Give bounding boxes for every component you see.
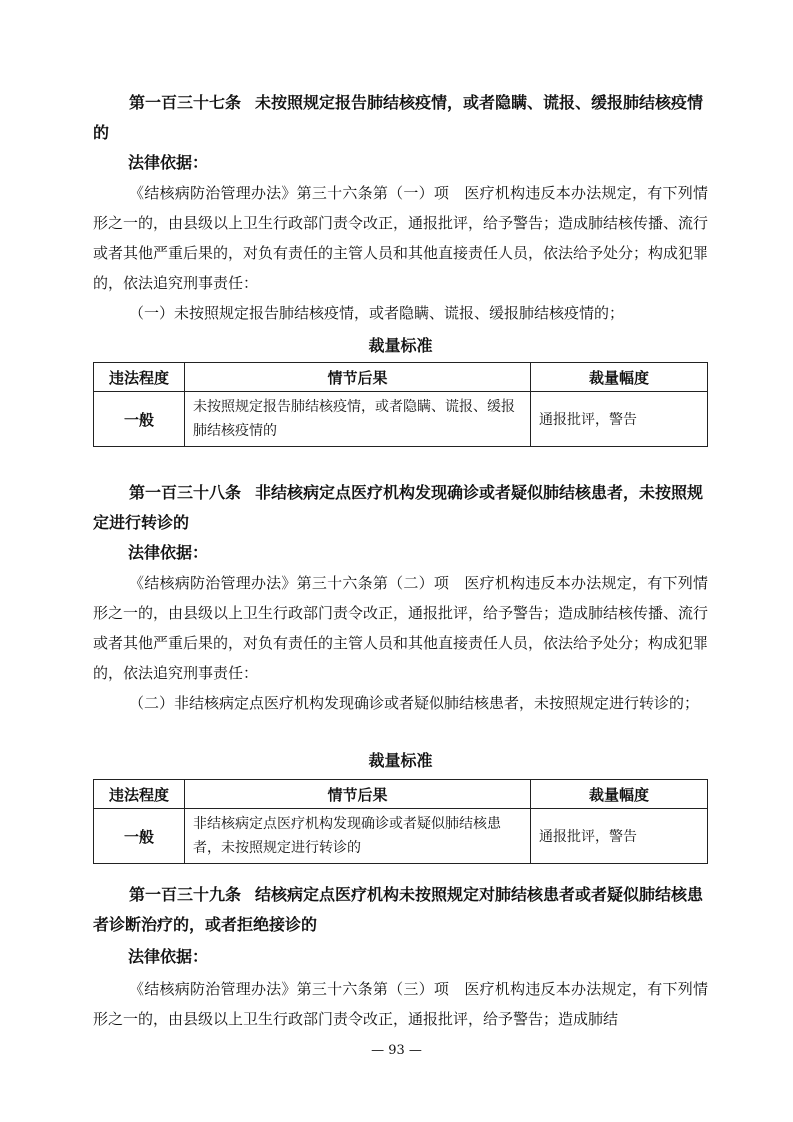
- table-header-row: [94, 363, 708, 392]
- col-header-consequence: 情节后果: [185, 780, 531, 809]
- page-number: — 93 —: [371, 1043, 422, 1058]
- article-138-number: 第一百三十八条: [129, 483, 242, 502]
- article-139-basis-label: 法律依据：: [128, 947, 209, 966]
- col-header-consequence: 情节后果: [185, 363, 531, 392]
- cell-level: 一般: [94, 809, 185, 864]
- cell-consequence: 非结核病定点医疗机构发现确诊或者疑似肺结核患者，未按照规定进行转诊的: [185, 809, 531, 864]
- table-header-row: [94, 780, 708, 809]
- article-139-heading: [93, 880, 708, 940]
- table-row: [94, 392, 708, 447]
- col-header-range: 裁量幅度: [531, 363, 708, 392]
- article-139-title: 结核病定点医疗机构未按照规定对肺结核患者或者疑似肺结核患者诊断治疗的，或者拒绝接诊的: [93, 885, 704, 934]
- article-139-basis-text: 《结核病防治管理办法》第三十六条第（三）项 医疗机构违反本办法规定，有下列情形之一的，由县级以上卫生行政部门责令改正，通报批评，给予警告；造成肺结: [93, 980, 708, 1028]
- article-138-table: [93, 779, 708, 864]
- article-138-basis-label: 法律依据：: [128, 543, 209, 562]
- col-header-level: 违法程度: [94, 363, 185, 392]
- article-137-number: 第一百三十七条: [129, 93, 242, 112]
- article-138-item: （二）非结核病定点医疗机构发现确诊或者疑似肺结核患者，未按照规定进行转诊的；: [129, 694, 700, 712]
- article-137-item: （一）未按照规定报告肺结核疫情，或者隐瞒、谎报、缓报肺结核疫情的；: [129, 304, 625, 322]
- article-137-basis-label: 法律依据：: [128, 153, 209, 172]
- article-138-heading: [93, 478, 708, 538]
- article-139-number: 第一百三十九条: [129, 885, 242, 904]
- article-138-basis-text: 《结核病防治管理办法》第三十六条第（二）项 医疗机构违反本办法规定，有下列情形之一的，由县级以上卫生行政部门责令改正，通报批评，给予警告；造成肺结核传播、流行或者其他严重后果的，对负有责任的主管人员和其他直接责任人员，依法给予处分；构成犯罪的，依法追究刑事责任：: [93, 574, 709, 682]
- col-header-level: 违法程度: [94, 780, 185, 809]
- article-138-title: 非结核病定点医疗机构发现确诊或者疑似肺结核患者，未按照规定进行转诊的: [93, 483, 704, 532]
- article-138-table-caption: 裁量标准: [368, 751, 433, 770]
- cell-range: 通报批评，警告: [531, 392, 708, 447]
- cell-level: 一般: [94, 392, 185, 447]
- cell-consequence: 未按照规定报告肺结核疫情，或者隐瞒、谎报、缓报肺结核疫情的: [185, 392, 531, 447]
- article-137-table: [93, 362, 708, 447]
- article-137-heading: [93, 88, 708, 148]
- cell-range: 通报批评，警告: [531, 809, 708, 864]
- col-header-range: 裁量幅度: [531, 780, 708, 809]
- article-137-table-caption: 裁量标准: [368, 336, 433, 355]
- table-row: [94, 809, 708, 864]
- article-137-basis-text: 《结核病防治管理办法》第三十六条第（一）项 医疗机构违反本办法规定，有下列情形之一的，由县级以上卫生行政部门责令改正，通报批评，给予警告；造成肺结核传播、流行或者其他严重后果的，对负有责任的主管人员和其他直接责任人员，依法给予处分；构成犯罪的，依法追究刑事责任：: [93, 184, 709, 292]
- article-137-title: 未按照规定报告肺结核疫情，或者隐瞒、谎报、缓报肺结核疫情的: [93, 93, 704, 142]
